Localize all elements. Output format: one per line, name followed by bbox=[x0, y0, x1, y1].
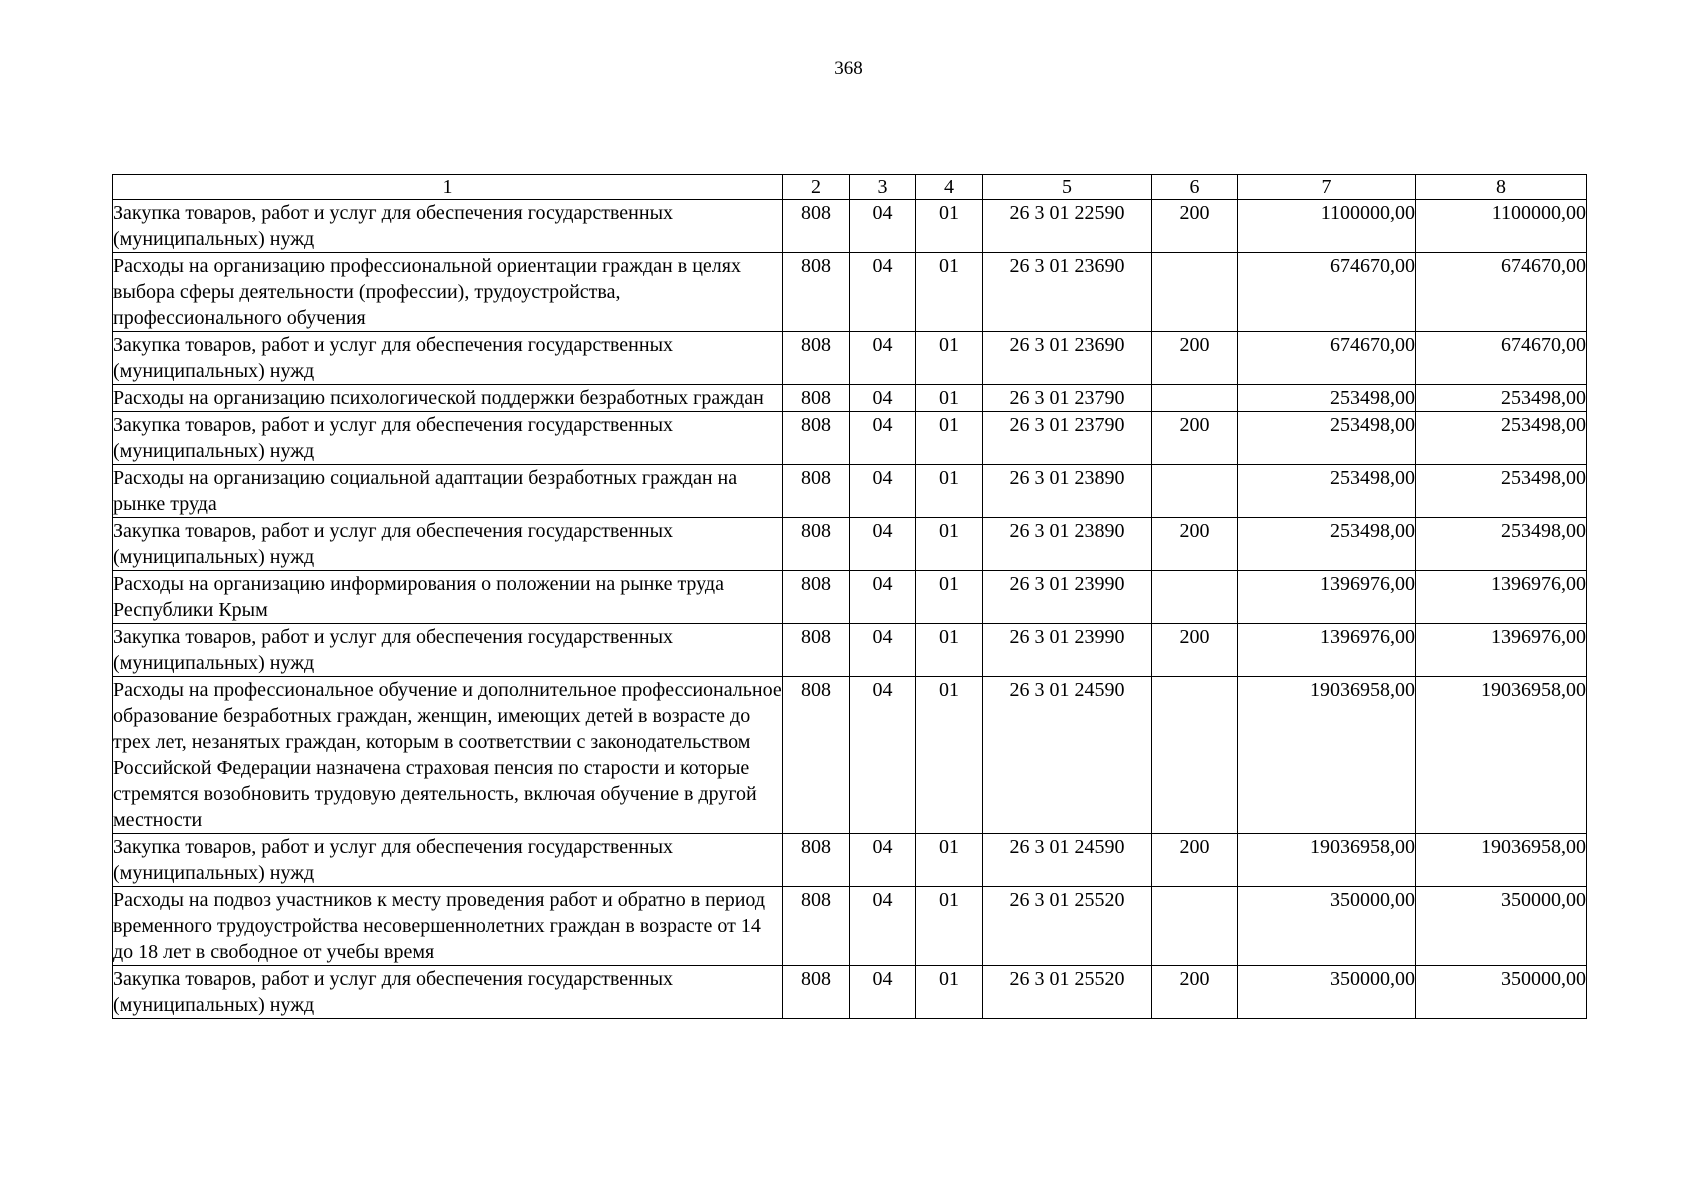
amount-col-8: 1100000,00 bbox=[1416, 200, 1587, 253]
amount-col-8: 19036958,00 bbox=[1416, 677, 1587, 834]
target-article-code: 26 3 01 23790 bbox=[983, 385, 1152, 412]
section-code: 04 bbox=[850, 624, 916, 677]
ministry-code: 808 bbox=[783, 966, 850, 1019]
table-row bbox=[113, 412, 1587, 465]
subsection-code: 01 bbox=[916, 834, 983, 887]
amount-col-8: 350000,00 bbox=[1416, 966, 1587, 1019]
amount-col-7: 350000,00 bbox=[1238, 887, 1416, 966]
ministry-code: 808 bbox=[783, 200, 850, 253]
ministry-code: 808 bbox=[783, 332, 850, 385]
subsection-code: 01 bbox=[916, 571, 983, 624]
section-code: 04 bbox=[850, 677, 916, 834]
subsection-code: 01 bbox=[916, 677, 983, 834]
page-number: 368 bbox=[834, 58, 863, 79]
section-code: 04 bbox=[850, 518, 916, 571]
table-row bbox=[113, 966, 1587, 1019]
amount-col-8: 253498,00 bbox=[1416, 465, 1587, 518]
section-code: 04 bbox=[850, 887, 916, 966]
expense-name: Расходы на организацию психологической поддержки безработных граждан bbox=[113, 385, 783, 412]
ministry-code: 808 bbox=[783, 412, 850, 465]
expense-type-code bbox=[1152, 887, 1238, 966]
target-article-code: 26 3 01 23690 bbox=[983, 253, 1152, 332]
subsection-code: 01 bbox=[916, 966, 983, 1019]
expense-type-code: 200 bbox=[1152, 200, 1238, 253]
table-row bbox=[113, 253, 1587, 332]
section-code: 04 bbox=[850, 253, 916, 332]
expense-name: Расходы на подвоз участников к месту проведения работ и обратно в период временного трудоустройства несовершеннолетних граждан в возрасте от 14 до 18 лет в свободное от учебы время bbox=[113, 887, 783, 966]
target-article-code: 26 3 01 24590 bbox=[983, 834, 1152, 887]
amount-col-7: 253498,00 bbox=[1238, 465, 1416, 518]
subsection-code: 01 bbox=[916, 412, 983, 465]
amount-col-7: 1100000,00 bbox=[1238, 200, 1416, 253]
expense-name: Закупка товаров, работ и услуг для обеспечения государственных (муниципальных) нужд bbox=[113, 624, 783, 677]
ministry-code: 808 bbox=[783, 571, 850, 624]
target-article-code: 26 3 01 25520 bbox=[983, 887, 1152, 966]
subsection-code: 01 bbox=[916, 253, 983, 332]
amount-col-8: 253498,00 bbox=[1416, 385, 1587, 412]
target-article-code: 26 3 01 23790 bbox=[983, 412, 1152, 465]
section-code: 04 bbox=[850, 332, 916, 385]
expense-type-code bbox=[1152, 385, 1238, 412]
subsection-code: 01 bbox=[916, 332, 983, 385]
expense-type-code bbox=[1152, 465, 1238, 518]
expense-type-code: 200 bbox=[1152, 518, 1238, 571]
table-row bbox=[113, 332, 1587, 385]
table-row bbox=[113, 624, 1587, 677]
expense-name: Закупка товаров, работ и услуг для обеспечения государственных (муниципальных) нужд bbox=[113, 518, 783, 571]
ministry-code: 808 bbox=[783, 677, 850, 834]
expense-type-code: 200 bbox=[1152, 624, 1238, 677]
ministry-code: 808 bbox=[783, 887, 850, 966]
section-code: 04 bbox=[850, 966, 916, 1019]
column-header-8: 8 bbox=[1416, 175, 1587, 200]
expense-type-code: 200 bbox=[1152, 834, 1238, 887]
expense-type-code: 200 bbox=[1152, 966, 1238, 1019]
table-row bbox=[113, 571, 1587, 624]
column-header-6: 6 bbox=[1152, 175, 1238, 200]
table-row bbox=[113, 465, 1587, 518]
amount-col-8: 253498,00 bbox=[1416, 518, 1587, 571]
expense-name: Закупка товаров, работ и услуг для обеспечения государственных (муниципальных) нужд bbox=[113, 412, 783, 465]
expense-name: Закупка товаров, работ и услуг для обеспечения государственных (муниципальных) нужд bbox=[113, 332, 783, 385]
ministry-code: 808 bbox=[783, 385, 850, 412]
expense-type-code bbox=[1152, 677, 1238, 834]
amount-col-8: 350000,00 bbox=[1416, 887, 1587, 966]
amount-col-7: 19036958,00 bbox=[1238, 834, 1416, 887]
amount-col-8: 674670,00 bbox=[1416, 332, 1587, 385]
section-code: 04 bbox=[850, 385, 916, 412]
table-row bbox=[113, 385, 1587, 412]
section-code: 04 bbox=[850, 412, 916, 465]
amount-col-7: 1396976,00 bbox=[1238, 571, 1416, 624]
expense-type-code: 200 bbox=[1152, 412, 1238, 465]
amount-col-7: 350000,00 bbox=[1238, 966, 1416, 1019]
amount-col-7: 253498,00 bbox=[1238, 385, 1416, 412]
target-article-code: 26 3 01 23990 bbox=[983, 624, 1152, 677]
amount-col-8: 253498,00 bbox=[1416, 412, 1587, 465]
target-article-code: 26 3 01 23690 bbox=[983, 332, 1152, 385]
column-header-1: 1 bbox=[113, 175, 783, 200]
column-header-2: 2 bbox=[783, 175, 850, 200]
expense-type-code bbox=[1152, 253, 1238, 332]
ministry-code: 808 bbox=[783, 834, 850, 887]
expense-name: Закупка товаров, работ и услуг для обеспечения государственных (муниципальных) нужд bbox=[113, 200, 783, 253]
budget-table bbox=[112, 174, 1587, 1019]
amount-col-7: 253498,00 bbox=[1238, 518, 1416, 571]
subsection-code: 01 bbox=[916, 624, 983, 677]
section-code: 04 bbox=[850, 571, 916, 624]
subsection-code: 01 bbox=[916, 385, 983, 412]
amount-col-8: 1396976,00 bbox=[1416, 571, 1587, 624]
section-code: 04 bbox=[850, 834, 916, 887]
expense-name: Закупка товаров, работ и услуг для обеспечения государственных (муниципальных) нужд bbox=[113, 834, 783, 887]
ministry-code: 808 bbox=[783, 624, 850, 677]
amount-col-8: 19036958,00 bbox=[1416, 834, 1587, 887]
amount-col-7: 674670,00 bbox=[1238, 253, 1416, 332]
amount-col-7: 674670,00 bbox=[1238, 332, 1416, 385]
subsection-code: 01 bbox=[916, 887, 983, 966]
target-article-code: 26 3 01 22590 bbox=[983, 200, 1152, 253]
amount-col-8: 1396976,00 bbox=[1416, 624, 1587, 677]
expense-name: Расходы на организацию социальной адаптации безработных граждан на рынке труда bbox=[113, 465, 783, 518]
column-header-5: 5 bbox=[983, 175, 1152, 200]
section-code: 04 bbox=[850, 465, 916, 518]
expense-name: Расходы на организацию профессиональной ориентации граждан в целях выбора сферы деятельности (профессии), трудоустройства, профессионального обучения bbox=[113, 253, 783, 332]
target-article-code: 26 3 01 23990 bbox=[983, 571, 1152, 624]
target-article-code: 26 3 01 25520 bbox=[983, 966, 1152, 1019]
subsection-code: 01 bbox=[916, 518, 983, 571]
table-row bbox=[113, 200, 1587, 253]
column-header-3: 3 bbox=[850, 175, 916, 200]
section-code: 04 bbox=[850, 200, 916, 253]
amount-col-7: 253498,00 bbox=[1238, 412, 1416, 465]
ministry-code: 808 bbox=[783, 465, 850, 518]
table-row bbox=[113, 518, 1587, 571]
ministry-code: 808 bbox=[783, 253, 850, 332]
header-row bbox=[113, 175, 1587, 200]
amount-col-7: 1396976,00 bbox=[1238, 624, 1416, 677]
ministry-code: 808 bbox=[783, 518, 850, 571]
expense-type-code bbox=[1152, 571, 1238, 624]
expense-name: Закупка товаров, работ и услуг для обеспечения государственных (муниципальных) нужд bbox=[113, 966, 783, 1019]
expense-name: Расходы на профессиональное обучение и дополнительное профессиональное образование безработных граждан, женщин, имеющих детей в возрасте до трех лет, незанятых граждан, которым в соответствии с законодательством Российской Федерации назначена страховая пенсия по старости и которые стремятся возобновить трудовую деятельность, включая обучение в другой местности bbox=[113, 677, 783, 834]
expense-type-code: 200 bbox=[1152, 332, 1238, 385]
target-article-code: 26 3 01 23890 bbox=[983, 465, 1152, 518]
target-article-code: 26 3 01 24590 bbox=[983, 677, 1152, 834]
table-row bbox=[113, 834, 1587, 887]
table-row bbox=[113, 677, 1587, 834]
table-row bbox=[113, 887, 1587, 966]
expense-name: Расходы на организацию информирования о положении на рынке труда Республики Крым bbox=[113, 571, 783, 624]
target-article-code: 26 3 01 23890 bbox=[983, 518, 1152, 571]
subsection-code: 01 bbox=[916, 465, 983, 518]
amount-col-8: 674670,00 bbox=[1416, 253, 1587, 332]
column-header-4: 4 bbox=[916, 175, 983, 200]
amount-col-7: 19036958,00 bbox=[1238, 677, 1416, 834]
column-header-7: 7 bbox=[1238, 175, 1416, 200]
subsection-code: 01 bbox=[916, 200, 983, 253]
